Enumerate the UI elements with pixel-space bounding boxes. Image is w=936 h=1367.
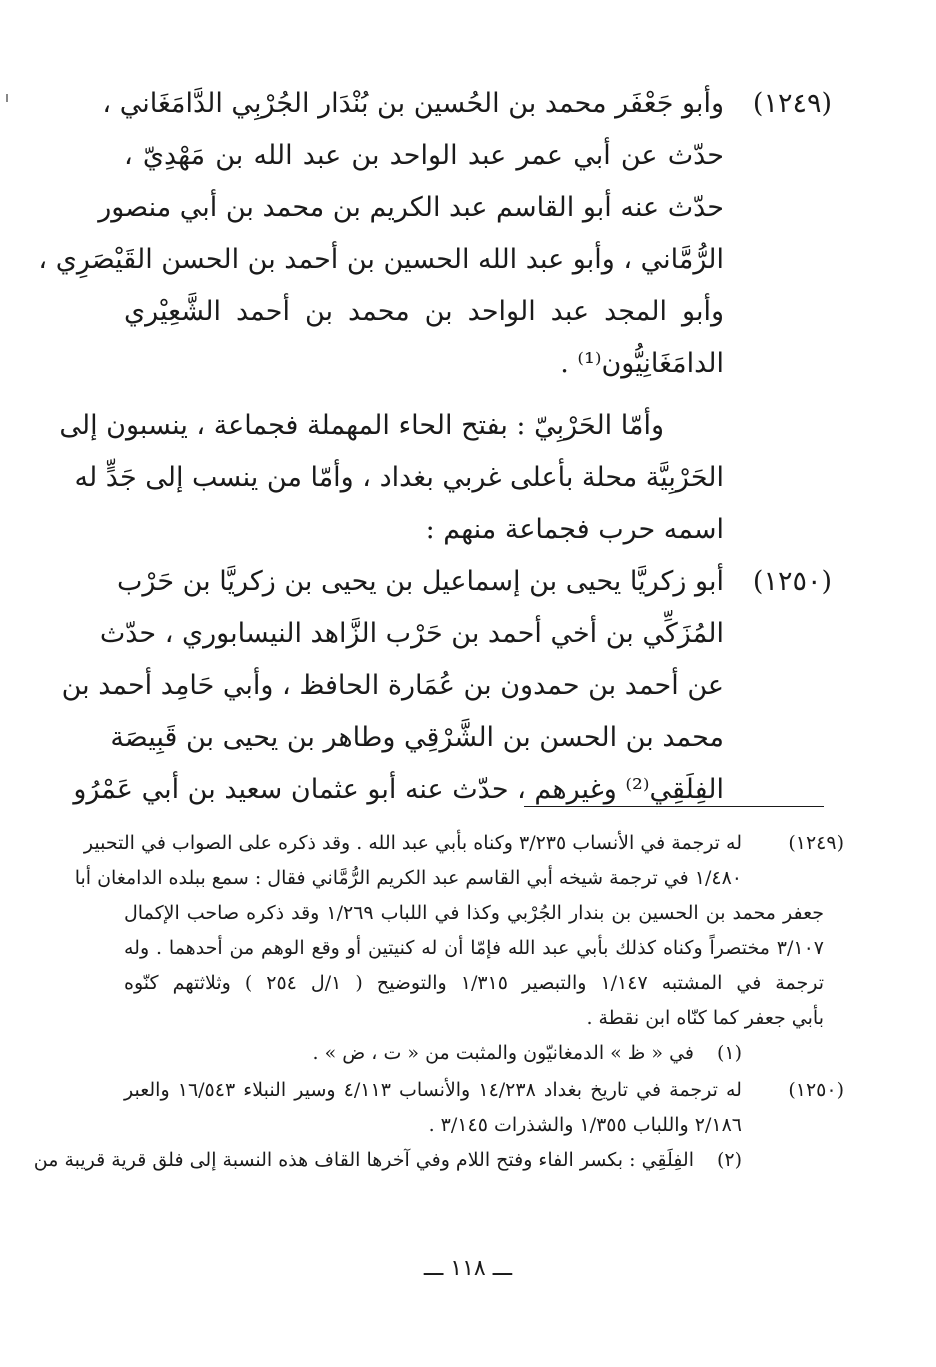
- text-line: حدّث عن أبي عمر عبد الواحد بن عبد الله بن مَهْدِيّ ،: [124, 140, 724, 171]
- entry-1249: [38, 78, 832, 390]
- footnote-sub-2: [33, 1143, 824, 1178]
- footnote-line: ٣/١٠٧ مختصراً وكناه كذلك بأبي عبد الله فإمّا أن له كنيتين أو وقع الوهم من أحدهما . وله: [124, 937, 824, 959]
- footnote-1249: [74, 826, 844, 1071]
- text-line: محمد بن الحسن بن الشَّرْقِي وطاهر بن يحيى بن قَبِيصَة: [110, 722, 724, 753]
- text-line: أبو زكريَّا يحيى بن إسماعيل بن يحيى بن زكريَّا بن حَرْب: [117, 566, 724, 597]
- footnotes: [33, 826, 844, 1180]
- footnote-line: في « ظ » الدمغانيّون والمثبت من « ت ، ض » .: [312, 1042, 694, 1064]
- main-text: [38, 78, 832, 816]
- footnote-line: جعفر محمد بن الحسين بن بندار الجُرْبي وكذا في اللباب ١/٢٦٩ وقد ذكره صاحب الإكمال: [124, 902, 824, 924]
- footnote-line: له ترجمة في تاريخ بغداد ١٤/٢٣٨ والأنساب ٤/١١٣ وسير النبلاء ١٦/٥٤٣ والعبر: [124, 1079, 742, 1101]
- page-number: ـــ ١١٨ ـــ: [423, 1256, 513, 1281]
- footnote-sub-1: [124, 1036, 824, 1071]
- footnote-line: ١/٤٨٠ في ترجمة شيخه أبي القاسم عبد الكريم الرُّمَّاني فقال : سمع ببلده الدامغان أبا: [74, 867, 742, 889]
- scan-edge-mark: [6, 94, 8, 102]
- entry-number: (١٢٤٩): [752, 88, 832, 119]
- footnote-1250: [33, 1073, 844, 1178]
- footnote-line: ٢/١٨٦ واللباب ١/٣٥٥ والشذرات ٣/١٤٥ .: [428, 1114, 742, 1136]
- text-line: عن أحمد بن حمدون بن عُمَارة الحافظ ، وأبي حَامِد أحمد بن: [61, 670, 724, 701]
- text-line: اسمه حرب فجماعة منهم :: [425, 514, 724, 545]
- footnote-sub-number: (١): [716, 1042, 742, 1064]
- text-line: الرُّمَّاني ، وأبو عبد الله الحسين بن أحمد بن الحسن القَيْصَرِي ،: [38, 244, 724, 275]
- text-line: الفِلَقِي⁽²⁾ وغيرهم ، حدّث عنه أبو عثمان سعيد بن أبي عَمْرُو: [73, 774, 724, 805]
- harbi-paragraph: [59, 400, 824, 556]
- footnote-sub-number: (٢): [716, 1149, 742, 1171]
- footnote-number: (١٢٤٩): [788, 832, 844, 854]
- entry-number: (١٢٥٠): [752, 566, 832, 597]
- footnote-line: له ترجمة في الأنساب ٣/٢٣٥ وكناه بأبي عبد الله . وقد ذكره على الصواب في التحبير: [83, 832, 742, 854]
- text-line: وأمّا الحَرْبِيّ : بفتح الحاء المهملة فجماعة ، ينسبون إلى: [59, 410, 664, 441]
- text-line: المُزَكِّي بن أخي أحمد بن حَرْب الزَّاهد النيسابوري ، حدّث: [99, 618, 724, 649]
- footnote-divider: [524, 806, 824, 807]
- text-line: الحَرْبِيَّة محلة بأعلى غربي بغداد ، وأمّا من ينسب إلى جَدٍّ له: [74, 462, 724, 493]
- footnote-line: بأبي جعفر كما كنّاه ابن نقطة .: [586, 1007, 824, 1029]
- text-line: حدّث عنه أبو القاسم عبد الكريم بن محمد بن أبي منصور: [98, 192, 724, 223]
- footnote-line: الفِلَقِي : بكسر الفاء وفتح اللام وفي آخرها القاف هذه النسبة إلى فلق قرية قريبة من: [33, 1149, 694, 1171]
- entry-1250: [61, 556, 832, 816]
- text-line: الدامَغَانِيُّون⁽¹⁾ .: [560, 348, 724, 379]
- footnote-line: ترجمة في المشتبه ١/١٤٧ والتبصير ١/٣١٥ والتوضيح ( ١/ل ٢٥٤ ) وثلاثتهم كنّوه: [124, 972, 824, 994]
- text-line: وأبو المجد عبد الواحد بن محمد بن أحمد الشَّعِيْري: [124, 296, 724, 327]
- text-line: وأبو جَعْفَر محمد بن الحُسين بن بُنْدَار الجُرْبِي الدَّامَغَاني ،: [102, 88, 724, 119]
- footnote-number: (١٢٥٠): [788, 1079, 844, 1101]
